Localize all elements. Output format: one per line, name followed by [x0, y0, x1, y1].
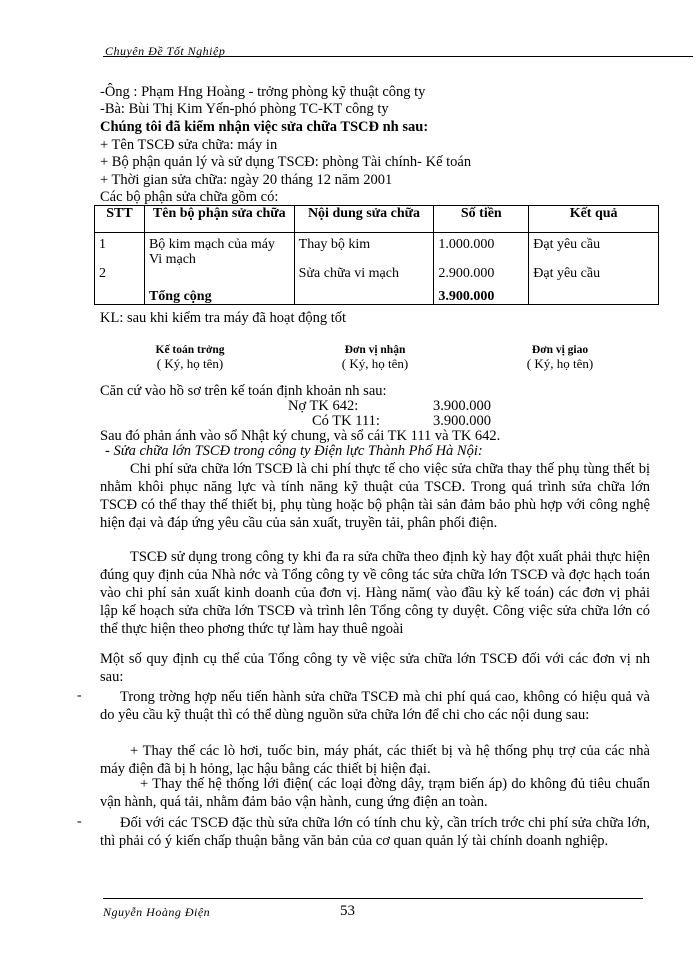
intro-line-1: -Ông : Phạm Hng Hoàng - trởng phòng kỹ thuật công ty — [100, 84, 426, 100]
table-header-row — [95, 206, 659, 233]
row-amount: 2.900.000 — [438, 266, 495, 281]
entry-intro: Căn cứ vào hồ sơ trên kế toán định khoản nh sau: — [100, 383, 387, 399]
col-header-result: Kết quả — [529, 206, 659, 233]
row-result: Đạt yêu cầu — [533, 266, 601, 281]
row-stt: 1 — [99, 237, 106, 252]
credit-label: Có TK 111: — [312, 413, 380, 429]
paragraph-1: Chi phí sửa chữa lớn TSCĐ là chi phí thực tế cho việc sửa chữa thay thế phụ tùng thết bị nhằm khôi phục năng lực và tính năng kỹ thuật của TSCĐ. Trong quá trình sửa chữa lớn TSCĐ có thể thay thế thiết bị, phụ tùng hoặc bộ phận tài sản đảm bảo phù hợp với công nghệ hiện đại và đáp ứng yêu cầu của sản xuất, truyền tải, phân phối điện. — [100, 461, 650, 531]
signature-note: ( Ký, họ tên) — [341, 356, 409, 371]
debit-amount: 3.900.000 — [433, 398, 491, 414]
col-header-content: Nội dung sửa chữa — [294, 206, 434, 233]
total-label: Tổng cộng — [144, 289, 294, 305]
bullet-mark: - — [77, 688, 82, 703]
row-result: Đạt yêu cầu — [533, 237, 601, 252]
paragraph-5: + Thay thế các lò hơi, tuốc bin, máy phát, các thiết bị và hệ thống phụ trợ của các nhà máy điện đã bị h hỏng, lạc hậu bằng các thiết bị hiện đại. — [100, 743, 650, 777]
header-divider — [103, 56, 693, 57]
intro-line-5: + Bộ phận quản lý và sử dụng TSCĐ: phòng Tài chính- Kế toán — [100, 154, 472, 170]
page-header-title: Chuyên Đề Tốt Nghiệp — [105, 44, 226, 58]
signature-deliverer — [500, 343, 620, 371]
row-part: Bộ kim mạch của máy — [148, 237, 275, 252]
footer-author: Nguyễn Hoàng Điện — [103, 905, 211, 919]
paragraph-7: Đối với các TSCĐ đặc thù sửa chữa lớn có tính chu kỳ, cần trích trớc chi phí sửa chữa lớn, thì phải có ý kiến chấp thuận bằng văn bản của cơ quan quản lý tài chính doanh nghiệp. — [100, 815, 650, 849]
table-row — [95, 233, 659, 289]
conclusion-line: KL: sau khi kiểm tra máy đã hoạt động tốt — [100, 310, 347, 326]
intro-line-4: + Tên TSCĐ sửa chữa: máy in — [100, 137, 278, 153]
entry-after: Sau đó phản ánh vào sổ Nhật ký chung, và sổ cái TK 111 và TK 642. — [100, 428, 501, 444]
row-part: Vi mạch — [148, 252, 196, 267]
credit-amount: 3.900.000 — [433, 413, 491, 429]
signature-title: Đơn vị nhận — [344, 344, 406, 356]
debit-label: Nợ TK 642: — [288, 398, 359, 414]
row-amount: 1.000.000 — [438, 237, 495, 252]
section-title: - Sửa chữa lớn TSCĐ trong công ty Điện lực Thành Phố Hà Nội: — [105, 443, 483, 459]
intro-line-2: -Bà: Bùi Thị Kim Yến-phó phòng TC-KT công ty — [100, 101, 389, 117]
col-header-part: Tên bộ phận sửa chữa — [144, 206, 294, 233]
row-stt: 2 — [99, 266, 106, 281]
signature-note: ( Ký, họ tên) — [156, 356, 224, 371]
footer-divider — [103, 898, 643, 899]
paragraph-3: Một số quy định cụ thể của Tổng công ty về việc sửa chữa lớn TSCĐ đối với các đơn vị nh sau: — [100, 651, 650, 685]
paragraph-6: + Thay thế hệ thống lới điện( các loại đờng dây, trạm biến áp) do không đủ tiêu chuẩn vận hành, quá tải, nhằm đảm bảo vận hành, cung ứng điện an toàn. — [100, 776, 650, 810]
intro-line-6: + Thời gian sửa chữa: ngày 20 tháng 12 năm 2001 — [100, 172, 393, 188]
signature-receiver — [315, 343, 435, 371]
row-content: Sửa chữa vi mạch — [298, 266, 399, 281]
col-header-amount: Số tiền — [434, 206, 529, 233]
page-number: 53 — [340, 903, 355, 919]
intro-line-7: Các bộ phận sửa chữa gồm có: — [100, 189, 279, 205]
row-content: Thay bộ kim — [298, 237, 371, 252]
signature-title: Kế toán trởng — [155, 344, 225, 356]
intro-line-3: Chúng tôi đã kiểm nhận việc sửa chữa TSCĐ nh sau: — [100, 119, 429, 135]
total-amount: 3.900.000 — [434, 289, 529, 305]
signature-title: Đơn vị giao — [531, 344, 589, 356]
bullet-mark: - — [77, 814, 82, 829]
col-header-stt: STT — [95, 206, 145, 233]
paragraph-2: TSCĐ sử dụng trong công ty khi đa ra sửa chữa theo định kỳ hay đột xuất phải thực hiện đúng quy định của Nhà nớc và Tổng công ty về công tác sửa chữa lớn TSCĐ và đợc hạch toán vào chi phí sản xuất kinh doanh của đơn vị. Hàng năm( vào đầu kỳ kế toán) các đơn vị phải lập kế hoạch sửa chữa lớn TSCĐ và trình lên Tổng công ty duyệt. Công việc sửa chữa lớn có thể thực hiện theo phơng thức tự làm hay thuê ngoài — [100, 549, 650, 637]
repair-table — [94, 205, 659, 305]
table-total-row — [95, 289, 659, 305]
signature-note: ( Ký, họ tên) — [526, 356, 594, 371]
signature-accountant — [130, 343, 250, 371]
paragraph-4: Trong trờng hợp nếu tiến hành sửa chữa TSCĐ mà chi phí quá cao, không có hiệu quả và do yêu cầu kỹ thuật thì có thể dùng nguồn sửa chữa lớn để chi cho các nội dung sau: — [100, 689, 650, 723]
